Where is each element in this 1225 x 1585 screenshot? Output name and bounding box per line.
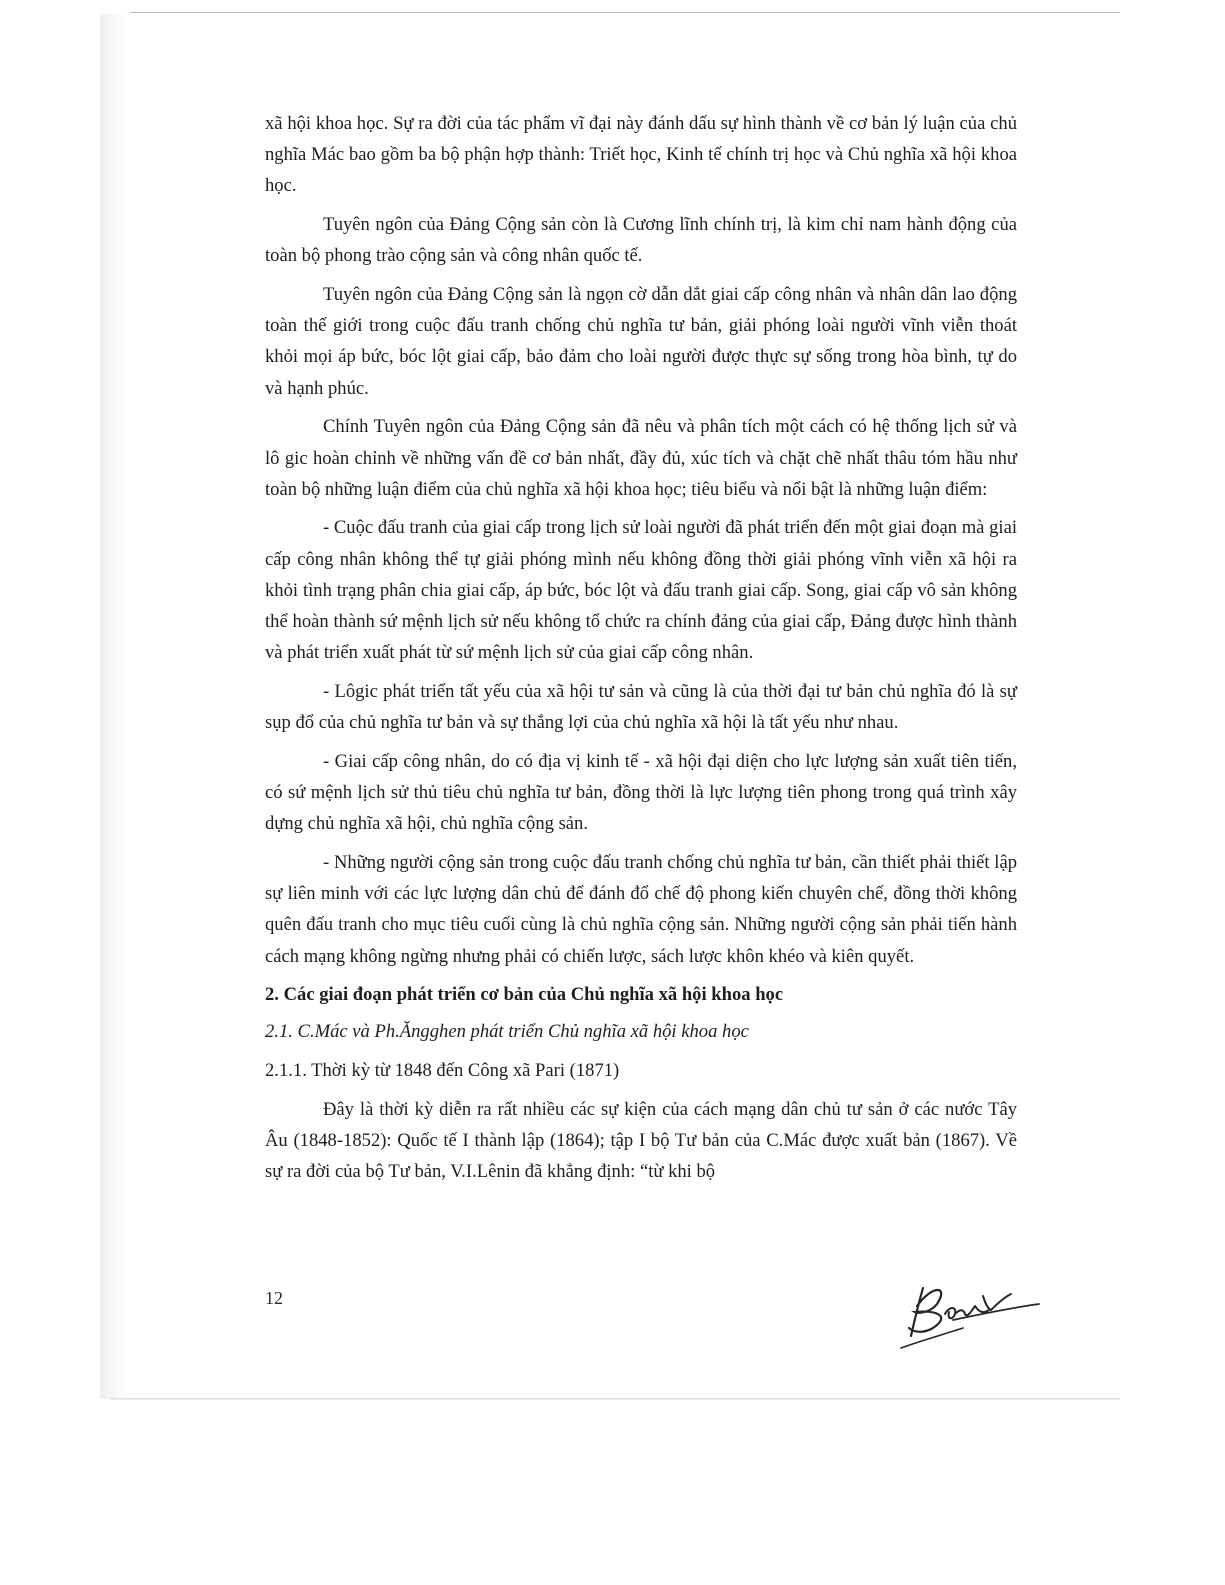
handwritten-signature	[893, 1266, 1043, 1356]
scan-edge-top	[130, 12, 1120, 13]
paragraph: Đây là thời kỳ diễn ra rất nhiều các sự kiện của cách mạng dân chủ tư sản ở các nước Tây Âu (1848-1852): Quốc tế I thành lập (1864); tập I bộ Tư bản của C.Mác được xuất bản (1867). Về sự ra đời của bộ Tư bản, V.I.Lênin đã khẳng định: “từ khi bộ	[265, 1098, 1017, 1183]
paragraph: Chính Tuyên ngôn của Đảng Cộng sản đã nêu và phân tích một cách có hệ thống lịch sử và lô gic hoàn chỉnh về những vấn đề cơ bản nhất, đầy đủ, xúc tích và chặt chẽ nhất thâu tóm hầu như toàn bộ những luận điểm của chủ nghĩa xã hội khoa học; tiêu biểu và nổi bật là những luận điểm:	[265, 416, 1017, 500]
bullet-paragraph: - Những người cộng sản trong cuộc đấu tranh chống chủ nghĩa tư bản, cần thiết phải thiết lập sự liên minh với các lực lượng dân chủ để đánh đổ chế độ phong kiến chuyên chế, đồng thời không quên đấu tranh cho mục tiêu cuối cùng là chủ nghĩa cộng sản. Những người cộng sản phải tiến hành cách mạng không ngừng nhưng phải có chiến lược, sách lược khôn khéo và kiên quyết.	[265, 851, 1017, 967]
paragraph: Tuyên ngôn của Đảng Cộng sản là ngọn cờ dẫn dắt giai cấp công nhân và nhân dân lao động toàn thế giới trong cuộc đấu tranh chống chủ nghĩa tư bản, giải phóng loài người vĩnh viễn thoát khỏi mọi áp bức, bóc lột giai cấp, bảo đảm cho loài người được thực sự sống trong hòa bình, tự do và hạnh phúc.	[265, 284, 1017, 399]
page-number: 12	[265, 1288, 283, 1308]
scan-edge-shadow	[100, 14, 130, 1399]
document-body	[265, 108, 1017, 1195]
paragraph: xã hội khoa học. Sự ra đời của tác phẩm vĩ đại này đánh dấu sự hình thành về cơ bản lý luận của chủ nghĩa Mác bao gồm ba bộ phận hợp thành: Triết học, Kinh tế chính trị học và Chủ nghĩa xã hội khoa học.	[265, 113, 1017, 197]
bullet-paragraph: - Cuộc đấu tranh của giai cấp trong lịch sử loài người đã phát triển đến một giai đoạn mà giai cấp công nhân không thể tự giải phóng mình nếu không đồng thời giải phóng vĩnh viễn xã hội ra khỏi tình trạng phân chia giai cấp, áp bức, bóc lột và đấu tranh giai cấp. Song, giai cấp vô sản không thể hoàn thành sứ mệnh lịch sử nếu không tổ chức ra chính đảng của giai cấp, Đảng được hình thành và phát triển xuất phát từ sứ mệnh lịch sử của giai cấp công nhân.	[265, 517, 1017, 664]
subsubsection-heading: 2.1.1. Thời kỳ từ 1848 đến Công xã Pari (1871)	[265, 1060, 620, 1082]
paragraph: Tuyên ngôn của Đảng Cộng sản còn là Cương lĩnh chính trị, là kim chỉ nam hành động của toàn bộ phong trào cộng sản và công nhân quốc tế.	[265, 214, 1017, 267]
bullet-paragraph: - Giai cấp công nhân, do có địa vị kinh tế - xã hội đại diện cho lực lượng sản xuất tiên tiến, có sứ mệnh lịch sử thủ tiêu chủ nghĩa tư bản, đồng thời là lực lượng tiên phong trong quá trình xây dựng chủ nghĩa xã hội, chủ nghĩa cộng sản.	[265, 750, 1017, 835]
section-heading: 2. Các giai đoạn phát triển cơ bản của Chủ nghĩa xã hội khoa học	[265, 984, 784, 1006]
scan-edge-bottom	[110, 1398, 1120, 1400]
subsection-heading: 2.1. C.Mác và Ph.Ăngghen phát triển Chủ nghĩa xã hội khoa học	[265, 1021, 749, 1043]
bullet-paragraph: - Lôgic phát triển tất yếu của xã hội tư sản và cũng là của thời đại tư bản chủ nghĩa đó là sự sụp đổ của chủ nghĩa tư bản và sự thắng lợi của chủ nghĩa xã hội là tất yếu như nhau.	[265, 680, 1017, 734]
